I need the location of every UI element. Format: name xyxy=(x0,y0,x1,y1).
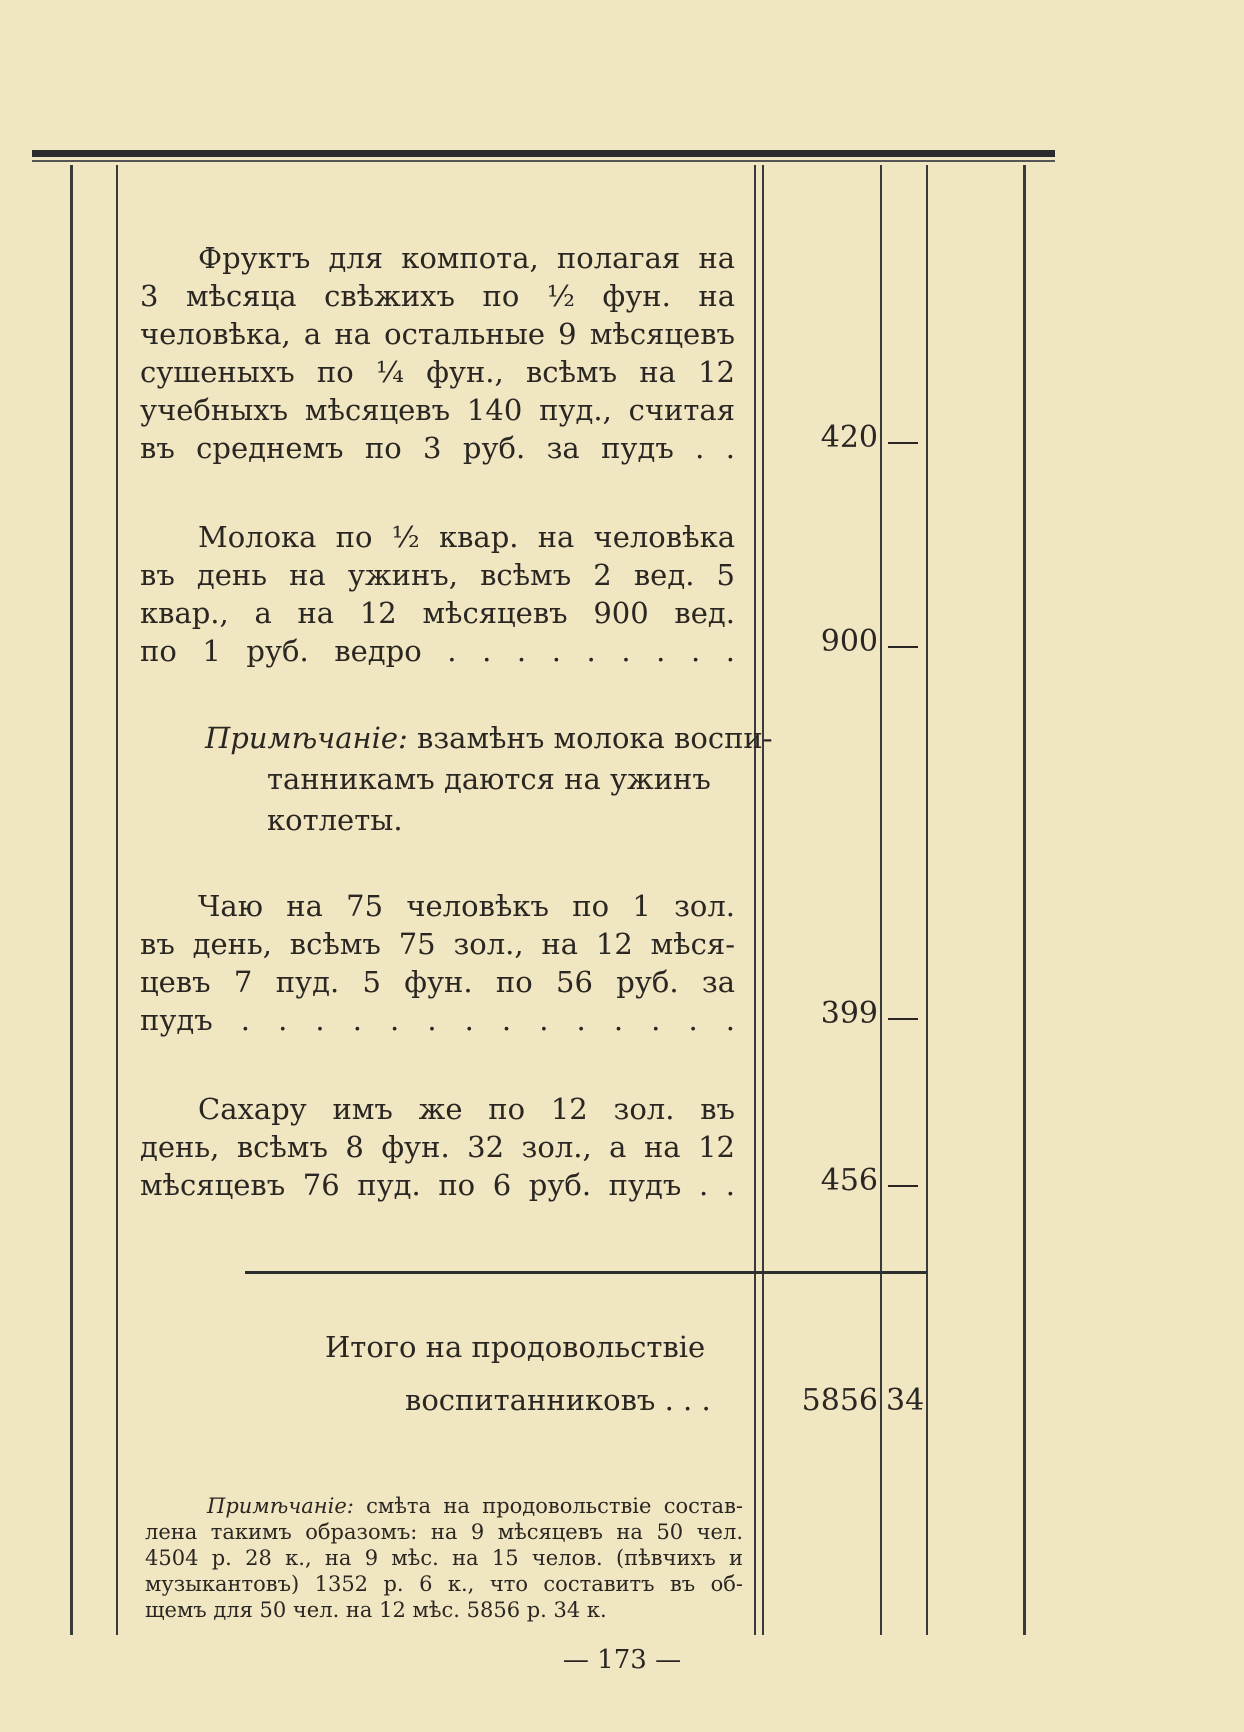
entry-tea xyxy=(140,887,735,1039)
page-number: — 173 — xyxy=(562,1645,682,1675)
entry-line: цевъ 7 пуд. 5 фун. по 56 руб. за xyxy=(140,965,735,999)
note-line: котлеты. xyxy=(267,803,403,837)
text-column-left-line xyxy=(116,165,118,1635)
amount-column-left-line xyxy=(754,165,756,1635)
footnote-line: музыкантовъ) 1352 р. 6 к., что составитъ въ об- xyxy=(145,1572,743,1596)
top-rule xyxy=(32,150,1055,157)
entry-fruit xyxy=(140,239,735,467)
entry-line: пудъ . . . . . . . . . . . . . . xyxy=(140,1003,735,1037)
footnote-label: Примѣчаніе: xyxy=(207,1494,354,1518)
rubles-kopecks-divider xyxy=(880,165,882,1635)
entry-line: въ среднемъ по 3 руб. за пудъ . . xyxy=(140,431,735,465)
kopecks-dash xyxy=(888,646,918,648)
milk-note xyxy=(205,718,773,841)
footnote-line: лена такимъ образомъ: на 9 мѣсяцевъ на 50 чел. xyxy=(145,1520,743,1544)
entry-line: Чаю на 75 человѣкъ по 1 зол. xyxy=(198,889,735,923)
entry-sugar xyxy=(140,1090,735,1204)
top-rule-thin xyxy=(32,160,1055,162)
entry-line: Фруктъ для компота, полагая на xyxy=(198,241,735,275)
footnote-line: щемъ для 50 чел. на 12 мѣс. 5856 р. 34 к. xyxy=(145,1598,607,1622)
note-line: взамѣнъ молока воспи- xyxy=(417,721,773,755)
amount-rubles: 420 xyxy=(820,420,878,455)
entry-milk xyxy=(140,518,735,670)
entry-line: 3 мѣсяца свѣжихъ по ½ фун. на xyxy=(140,279,735,313)
footnote-line: смѣта на продовольствіе состав- xyxy=(366,1494,743,1518)
entry-line: сушеныхъ по ¼ фун., всѣмъ на 12 xyxy=(140,355,735,389)
footnote xyxy=(145,1493,743,1623)
entry-line: квар., а на 12 мѣсяцевъ 900 вед. xyxy=(140,596,735,630)
amount-rubles: 900 xyxy=(820,624,878,659)
kopecks-dash xyxy=(888,1185,918,1187)
entry-line: мѣсяцевъ 76 пуд. по 6 руб. пудъ . . xyxy=(140,1168,735,1202)
right-border-line xyxy=(1023,165,1026,1635)
entry-line: день, всѣмъ 8 фун. 32 зол., а на 12 xyxy=(140,1130,735,1164)
entry-line: человѣка, а на остальные 9 мѣсяцевъ xyxy=(140,317,735,351)
total-kopecks: 34 xyxy=(886,1383,925,1418)
kopecks-column-right-line xyxy=(926,165,928,1635)
entry-line: по 1 руб. ведро . . . . . . . . . xyxy=(140,634,735,668)
entry-line: Сахару имъ же по 12 зол. въ xyxy=(198,1092,735,1126)
entry-line: Молока по ½ квар. на человѣка xyxy=(198,520,735,554)
entry-line: учебныхъ мѣсяцевъ 140 пуд., считая xyxy=(140,393,735,427)
amount-rubles: 456 xyxy=(820,1163,878,1198)
left-border-line xyxy=(70,165,73,1635)
total-label-line2: воспитанниковъ . . . xyxy=(405,1383,711,1417)
total-separator xyxy=(245,1271,927,1274)
entry-line: въ день, всѣмъ 75 зол., на 12 мѣся- xyxy=(140,927,735,961)
footnote-line: 4504 р. 28 к., на 9 мѣс. на 15 челов. (пѣвчихъ и xyxy=(145,1546,743,1570)
total-rubles: 5856 xyxy=(801,1383,878,1418)
amount-rubles: 399 xyxy=(820,996,878,1031)
kopecks-dash xyxy=(888,1018,918,1020)
entry-line: въ день на ужинъ, всѣмъ 2 вед. 5 xyxy=(140,558,735,592)
note-line: танникамъ даются на ужинъ xyxy=(267,762,711,796)
note-label: Примѣчаніе: xyxy=(205,721,408,755)
kopecks-dash xyxy=(888,442,918,444)
total-label-line1: Итого на продовольствіе xyxy=(325,1330,706,1364)
